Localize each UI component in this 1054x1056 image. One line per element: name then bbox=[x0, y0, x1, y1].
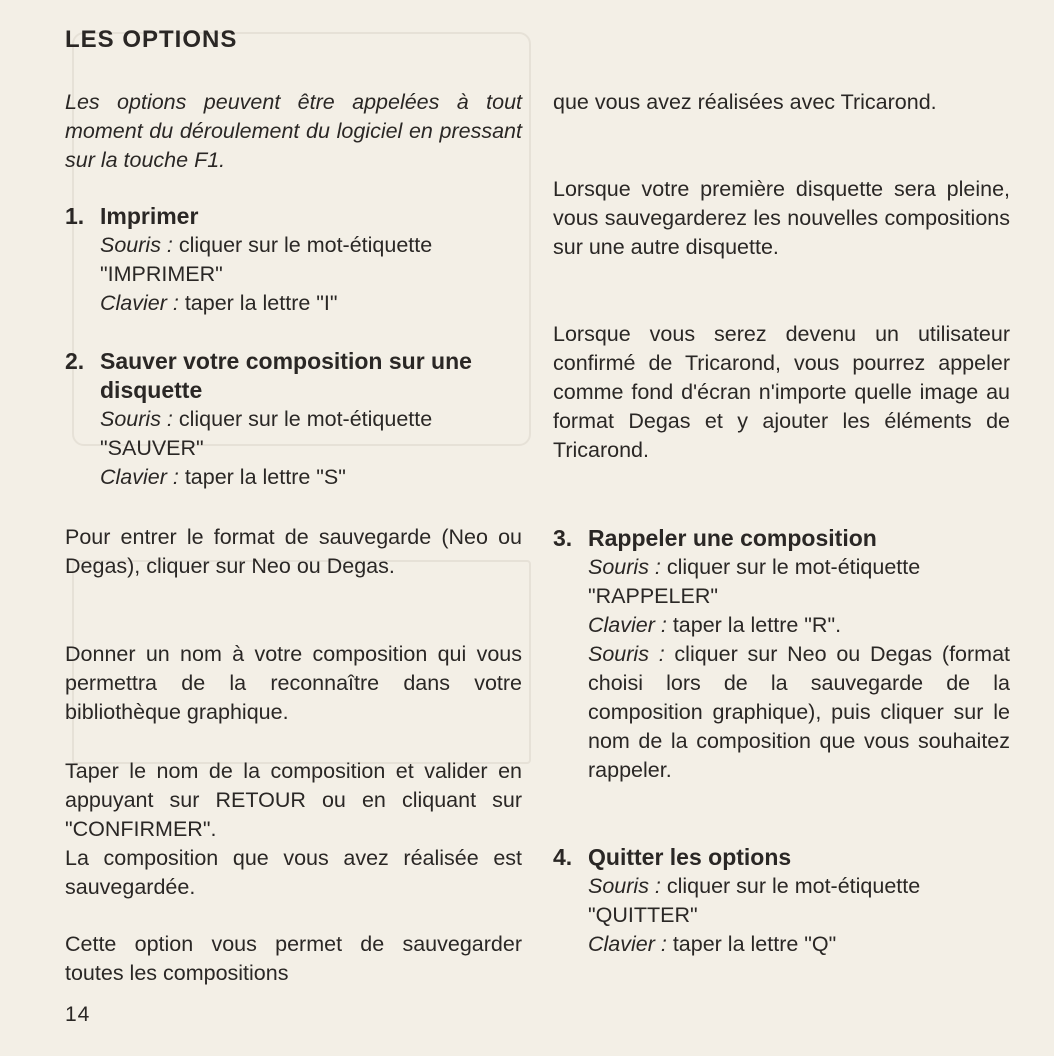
option-title: Quitter les options bbox=[588, 844, 792, 870]
option-title: Sauver votre composition sur une disquette bbox=[100, 348, 472, 403]
full-disk-paragraph: Lorsque votre première disquette sera pleine, vous sauvegarderez les nouvelles compositions sur une autre disquette. bbox=[553, 177, 1010, 259]
mouse-instruction bbox=[65, 405, 522, 463]
type-name-paragraph: Taper le nom de la composition et valider en appuyant sur RETOUR ou en cliquant sur "CONFIRMER". bbox=[65, 759, 522, 841]
page-number: 14 bbox=[65, 1003, 91, 1026]
mouse-label: Souris : bbox=[588, 555, 661, 579]
option-title: Imprimer bbox=[100, 203, 199, 229]
mouse-label: Souris : bbox=[100, 233, 173, 257]
keyboard-label: Clavier : bbox=[588, 932, 667, 956]
option-title: Rappeler une composition bbox=[588, 525, 877, 551]
mouse-text: cliquer sur le mot-étiquette "SAUVER" bbox=[100, 407, 433, 460]
option-rappeler bbox=[553, 524, 1010, 785]
mouse-text: cliquer sur le mot-étiquette "RAPPELER" bbox=[588, 555, 921, 608]
advanced-user-paragraph: Lorsque vous serez devenu un utilisateur confirmé de Tricarond, vous pourrez appeler comme fond d'écran n'importe quelle image au format Degas et y ajouter les éléments de Tricarond. bbox=[553, 322, 1010, 462]
option-heading bbox=[553, 524, 1010, 553]
name-paragraph: Donner un nom à votre composition qui vous permettra de la reconnaître dans votre bibliothèque graphique. bbox=[65, 642, 522, 724]
option-sauver bbox=[65, 347, 522, 492]
keyboard-instruction bbox=[65, 289, 522, 318]
keyboard-instruction bbox=[553, 611, 1010, 640]
mouse-text: cliquer sur Neo ou Degas (format choisi lors de la sauvegarde de la composition graphique), puis cliquer sur le nom de la composition que vous souhaitez rappeler. bbox=[588, 642, 1010, 782]
mouse-instruction-format bbox=[553, 640, 1010, 785]
option-heading bbox=[553, 843, 1010, 872]
page-title: LES OPTIONS bbox=[65, 26, 238, 53]
option-number: 3. bbox=[553, 525, 573, 551]
option-number: 2. bbox=[65, 348, 85, 374]
mouse-instruction bbox=[553, 553, 1010, 611]
intro-paragraph: Les options peuvent être appelées à tout moment du déroulement du logiciel en pressant sur la touche F1. bbox=[65, 90, 522, 172]
option-description-paragraph: Cette option vous permet de sauvegarder toutes les compositions bbox=[65, 932, 522, 985]
keyboard-instruction bbox=[553, 930, 1010, 959]
keyboard-text: taper la lettre "I" bbox=[178, 291, 338, 315]
keyboard-label: Clavier : bbox=[588, 613, 667, 637]
option-heading bbox=[65, 202, 522, 231]
keyboard-label: Clavier : bbox=[100, 291, 179, 315]
mouse-text: cliquer sur le mot-étiquette "QUITTER" bbox=[588, 874, 921, 927]
mouse-label: Souris : bbox=[588, 874, 661, 898]
option-heading bbox=[65, 347, 522, 405]
continuation-paragraph: que vous avez réalisées avec Tricarond. bbox=[553, 90, 937, 114]
mouse-label: Souris : bbox=[100, 407, 173, 431]
keyboard-label: Clavier : bbox=[100, 465, 179, 489]
format-paragraph: Pour entrer le format de sauvegarde (Neo ou Degas), cliquer sur Neo ou Degas. bbox=[65, 525, 522, 578]
option-quitter bbox=[553, 843, 1010, 959]
mouse-text: cliquer sur le mot-étiquette "IMPRIMER" bbox=[100, 233, 433, 286]
keyboard-text: taper la lettre "R". bbox=[666, 613, 842, 637]
mouse-instruction bbox=[65, 231, 522, 289]
option-imprimer bbox=[65, 202, 522, 318]
option-number: 4. bbox=[553, 844, 573, 870]
keyboard-text: taper la lettre "Q" bbox=[666, 932, 837, 956]
keyboard-instruction bbox=[65, 463, 522, 492]
keyboard-text: taper la lettre "S" bbox=[178, 465, 346, 489]
mouse-instruction bbox=[553, 872, 1010, 930]
saved-paragraph: La composition que vous avez réalisée est sauvegardée. bbox=[65, 846, 522, 899]
mouse-label: Souris : bbox=[588, 642, 665, 666]
option-number: 1. bbox=[65, 203, 85, 229]
